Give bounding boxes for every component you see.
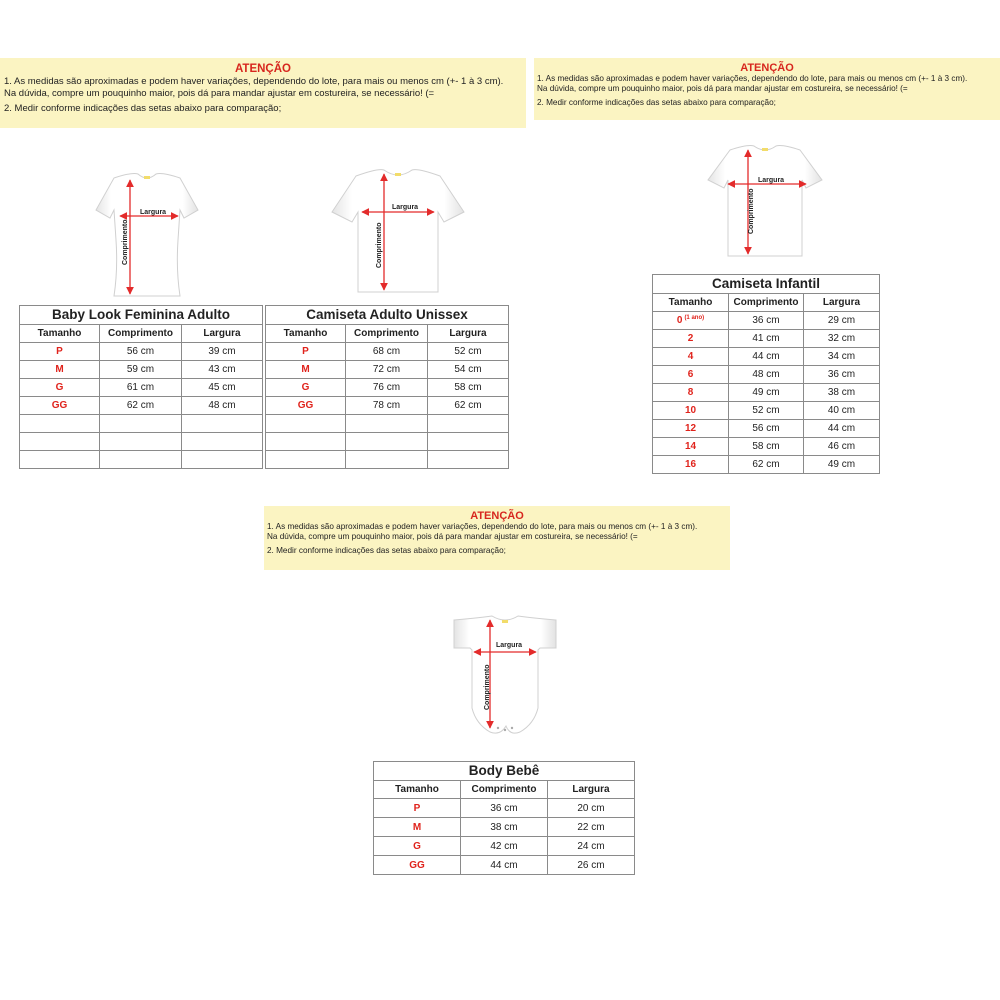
size-label: P xyxy=(56,346,63,357)
length-cell xyxy=(346,343,428,361)
measure-value: 38 cm xyxy=(490,821,518,833)
width-cell xyxy=(804,366,880,384)
table-row xyxy=(374,837,635,856)
empty-row xyxy=(20,415,263,433)
empty-cell xyxy=(20,415,100,433)
length-cell xyxy=(461,799,548,818)
width-cell xyxy=(428,379,509,397)
table-row xyxy=(374,818,635,837)
table-row xyxy=(266,397,509,415)
width-label: Largura xyxy=(140,209,167,216)
measure-value: 42 cm xyxy=(490,840,518,852)
measure-value: 48 cm xyxy=(752,369,780,380)
width-cell xyxy=(182,343,263,361)
measure-value: 36 cm xyxy=(752,315,780,326)
width-cell xyxy=(804,420,880,438)
table-row xyxy=(653,312,880,330)
size-cell xyxy=(653,402,729,420)
measure-value: 20 cm xyxy=(577,802,605,814)
measure-value: 72 cm xyxy=(372,364,401,375)
length-label: Comprimento xyxy=(484,664,491,710)
size-label: 12 xyxy=(684,423,697,434)
length-cell xyxy=(346,379,428,397)
table-row xyxy=(653,348,880,366)
width-cell xyxy=(182,361,263,379)
length-cell xyxy=(346,361,428,379)
notice-line-1: 1. As medidas são aproximadas e podem haver variações, dependendo do lote, para mais ou menos cm (+- 1 à 3 cm). xyxy=(267,522,698,531)
width-cell xyxy=(548,856,635,875)
length-cell xyxy=(100,397,182,415)
size-cell xyxy=(653,456,729,474)
measure-value: 45 cm xyxy=(208,382,236,393)
measure-value: 56 cm xyxy=(126,346,155,357)
measure-value: 46 cm xyxy=(827,441,856,452)
size-label: P xyxy=(302,346,309,357)
notice-line-2: Na dúvida, compre um pouquinho maior, pois dá para mandar ajustar em costureira, se necessário! (= xyxy=(4,87,435,99)
table-row xyxy=(374,856,635,875)
width-cell xyxy=(548,799,635,818)
length-cell xyxy=(461,856,548,875)
empty-row xyxy=(266,415,509,433)
size-cell xyxy=(266,361,346,379)
size-label: 14 xyxy=(684,441,697,452)
table-row xyxy=(266,343,509,361)
width-cell xyxy=(804,348,880,366)
notice-title: ATENÇÃO xyxy=(470,510,524,522)
empty-cell xyxy=(266,433,346,451)
length-cell xyxy=(346,397,428,415)
size-label: M xyxy=(301,364,310,375)
body-bodysuit-figure xyxy=(450,614,560,740)
size-label: M xyxy=(55,364,64,375)
length-cell xyxy=(461,818,548,837)
measure-value: 36 cm xyxy=(490,802,518,814)
size-cell xyxy=(653,384,729,402)
empty-cell xyxy=(346,451,428,469)
header-size: Tamanho xyxy=(374,781,461,799)
size-label: 4 xyxy=(687,351,694,362)
size-label: GG xyxy=(51,400,68,411)
length-cell xyxy=(461,837,548,856)
width-cell xyxy=(804,456,880,474)
header-size: Tamanho xyxy=(266,325,346,343)
measure-value: 40 cm xyxy=(827,405,856,416)
table-header-row xyxy=(374,781,635,799)
measure-value: 36 cm xyxy=(827,369,856,380)
measure-value: 49 cm xyxy=(827,459,856,470)
width-cell xyxy=(428,343,509,361)
empty-cell xyxy=(266,415,346,433)
header-size: Tamanho xyxy=(653,294,729,312)
table-row xyxy=(20,379,263,397)
babylook-shirt-figure xyxy=(92,170,202,300)
length-cell xyxy=(729,330,804,348)
measure-value: 49 cm xyxy=(752,387,780,398)
size-label: 0 xyxy=(676,315,683,326)
header-length: Comprimento xyxy=(100,325,182,343)
header-width: Largura xyxy=(182,325,263,343)
width-cell xyxy=(428,361,509,379)
size-label: P xyxy=(413,802,421,814)
measure-value: 52 cm xyxy=(454,346,482,357)
table-title: Camiseta Adulto Unissex xyxy=(265,305,509,324)
notice-title: ATENÇÃO xyxy=(740,62,794,74)
width-label: Largura xyxy=(496,642,523,649)
notice-box-top-right xyxy=(534,58,1000,120)
measure-value: 43 cm xyxy=(208,364,236,375)
empty-cell xyxy=(20,451,100,469)
size-label: 6 xyxy=(687,369,694,380)
size-cell xyxy=(20,379,100,397)
table-row xyxy=(20,397,263,415)
measure-value: 54 cm xyxy=(454,364,482,375)
measure-value: 58 cm xyxy=(454,382,482,393)
width-label: Largura xyxy=(758,177,785,184)
length-cell xyxy=(729,456,804,474)
notice-box-middle xyxy=(264,506,730,570)
measure-value: 34 cm xyxy=(827,351,856,362)
header-length: Comprimento xyxy=(346,325,428,343)
empty-cell xyxy=(182,433,263,451)
header-width: Largura xyxy=(804,294,880,312)
table-header-row xyxy=(20,325,263,343)
length-cell xyxy=(100,379,182,397)
length-label: Comprimento xyxy=(122,219,129,265)
empty-row xyxy=(266,451,509,469)
unissex-shirt-figure xyxy=(328,168,468,298)
length-cell xyxy=(729,312,804,330)
notice-line-3: 2. Medir conforme indicações das setas abaixo para comparação; xyxy=(4,103,282,114)
notice-line-2: Na dúvida, compre um pouquinho maior, pois dá para mandar ajustar em costureira, se necessário! (= xyxy=(267,532,638,541)
notice-line-1: 1. As medidas são aproximadas e podem haver variações, dependendo do lote, para mais ou menos cm (+- 1 à 3 cm). xyxy=(537,74,968,83)
size-cell xyxy=(374,856,461,875)
notice-box-top-left xyxy=(0,58,526,128)
table-header-row xyxy=(653,294,880,312)
length-cell xyxy=(729,438,804,456)
measure-value: 39 cm xyxy=(208,346,236,357)
size-cell xyxy=(653,348,729,366)
empty-row xyxy=(20,451,263,469)
length-cell xyxy=(729,420,804,438)
size-cell xyxy=(374,799,461,818)
empty-cell xyxy=(100,433,182,451)
width-cell xyxy=(804,384,880,402)
measure-value: 56 cm xyxy=(752,423,780,434)
table-header-row xyxy=(266,325,509,343)
size-label: 8 xyxy=(687,387,694,398)
table-row xyxy=(266,379,509,397)
measure-value: 24 cm xyxy=(577,840,605,852)
size-cell xyxy=(266,379,346,397)
size-label: G xyxy=(301,382,310,393)
length-cell xyxy=(729,348,804,366)
table-row xyxy=(653,366,880,384)
table-title: Body Bebê xyxy=(373,761,635,780)
size-cell xyxy=(20,343,100,361)
size-note: (1 ano) xyxy=(684,315,705,321)
width-cell xyxy=(548,818,635,837)
measure-value: 52 cm xyxy=(752,405,780,416)
empty-cell xyxy=(428,415,509,433)
table-row xyxy=(266,361,509,379)
size-label: GG xyxy=(297,400,314,411)
table-row xyxy=(653,456,880,474)
width-cell xyxy=(804,438,880,456)
size-label: 10 xyxy=(684,405,697,416)
width-label: Largura xyxy=(392,204,419,211)
infantil-shirt-figure xyxy=(706,144,824,260)
measure-value: 32 cm xyxy=(827,333,856,344)
table-row xyxy=(653,420,880,438)
length-cell xyxy=(100,343,182,361)
size-cell xyxy=(374,818,461,837)
notice-line-1: 1. As medidas são aproximadas e podem haver variações, dependendo do lote, para mais ou menos cm (+- 1 à 3 cm). xyxy=(4,76,504,87)
empty-cell xyxy=(346,433,428,451)
measure-value: 41 cm xyxy=(752,333,780,344)
babylook-size-table xyxy=(19,305,263,469)
size-label: 16 xyxy=(684,459,697,470)
header-length: Comprimento xyxy=(729,294,804,312)
width-cell xyxy=(804,402,880,420)
size-cell xyxy=(20,361,100,379)
length-label: Comprimento xyxy=(748,188,755,234)
measure-value: 22 cm xyxy=(577,821,605,833)
measure-value: 44 cm xyxy=(827,423,856,434)
empty-cell xyxy=(100,451,182,469)
table-row xyxy=(653,438,880,456)
size-cell xyxy=(653,366,729,384)
empty-cell xyxy=(182,451,263,469)
infantil-size-table xyxy=(652,274,880,474)
size-label: GG xyxy=(409,859,425,871)
size-label: M xyxy=(412,821,422,833)
measure-value: 44 cm xyxy=(490,859,518,871)
size-cell xyxy=(653,312,729,330)
measure-value: 29 cm xyxy=(827,315,856,326)
empty-cell xyxy=(182,415,263,433)
width-cell xyxy=(804,312,880,330)
length-cell xyxy=(729,402,804,420)
table-row xyxy=(20,343,263,361)
header-size: Tamanho xyxy=(20,325,100,343)
width-cell xyxy=(182,379,263,397)
empty-cell xyxy=(346,415,428,433)
notice-line-2: Na dúvida, compre um pouquinho maior, pois dá para mandar ajustar em costureira, se necessário! (= xyxy=(537,84,908,93)
length-cell xyxy=(729,384,804,402)
length-cell xyxy=(100,361,182,379)
measure-value: 62 cm xyxy=(126,400,155,411)
size-cell xyxy=(374,837,461,856)
size-label: 2 xyxy=(687,333,694,344)
length-label: Comprimento xyxy=(376,222,383,268)
notice-title: ATENÇÃO xyxy=(234,63,291,75)
width-cell xyxy=(548,837,635,856)
header-length: Comprimento xyxy=(461,781,548,799)
unissex-size-table xyxy=(265,305,509,469)
table-title: Baby Look Feminina Adulto xyxy=(19,305,263,324)
table-row xyxy=(653,402,880,420)
measure-value: 48 cm xyxy=(208,400,236,411)
empty-row xyxy=(20,433,263,451)
empty-cell xyxy=(100,415,182,433)
width-cell xyxy=(428,397,509,415)
measure-value: 26 cm xyxy=(577,859,605,871)
length-cell xyxy=(729,366,804,384)
measure-value: 59 cm xyxy=(126,364,155,375)
width-cell xyxy=(182,397,263,415)
measure-value: 62 cm xyxy=(454,400,482,411)
size-label: G xyxy=(413,840,421,852)
empty-cell xyxy=(428,451,509,469)
size-cell xyxy=(266,397,346,415)
measure-value: 44 cm xyxy=(752,351,780,362)
table-row xyxy=(374,799,635,818)
notice-line-3: 2. Medir conforme indicações das setas abaixo para comparação; xyxy=(537,98,776,107)
table-row xyxy=(653,330,880,348)
size-cell xyxy=(20,397,100,415)
measure-value: 38 cm xyxy=(827,387,856,398)
width-cell xyxy=(804,330,880,348)
table-title: Camiseta Infantil xyxy=(652,274,880,293)
table-row xyxy=(653,384,880,402)
empty-cell xyxy=(428,433,509,451)
measure-value: 78 cm xyxy=(372,400,401,411)
empty-cell xyxy=(266,451,346,469)
table-row xyxy=(20,361,263,379)
measure-value: 58 cm xyxy=(752,441,780,452)
measure-value: 61 cm xyxy=(126,382,155,393)
empty-cell xyxy=(20,433,100,451)
size-cell xyxy=(653,438,729,456)
size-cell xyxy=(653,330,729,348)
measure-value: 68 cm xyxy=(372,346,401,357)
size-label: G xyxy=(55,382,64,393)
body-size-table xyxy=(373,761,635,875)
measure-value: 76 cm xyxy=(372,382,401,393)
size-cell xyxy=(266,343,346,361)
empty-row xyxy=(266,433,509,451)
size-cell xyxy=(653,420,729,438)
measure-value: 62 cm xyxy=(752,459,780,470)
header-width: Largura xyxy=(428,325,509,343)
notice-line-3: 2. Medir conforme indicações das setas abaixo para comparação; xyxy=(267,546,506,555)
header-width: Largura xyxy=(548,781,635,799)
